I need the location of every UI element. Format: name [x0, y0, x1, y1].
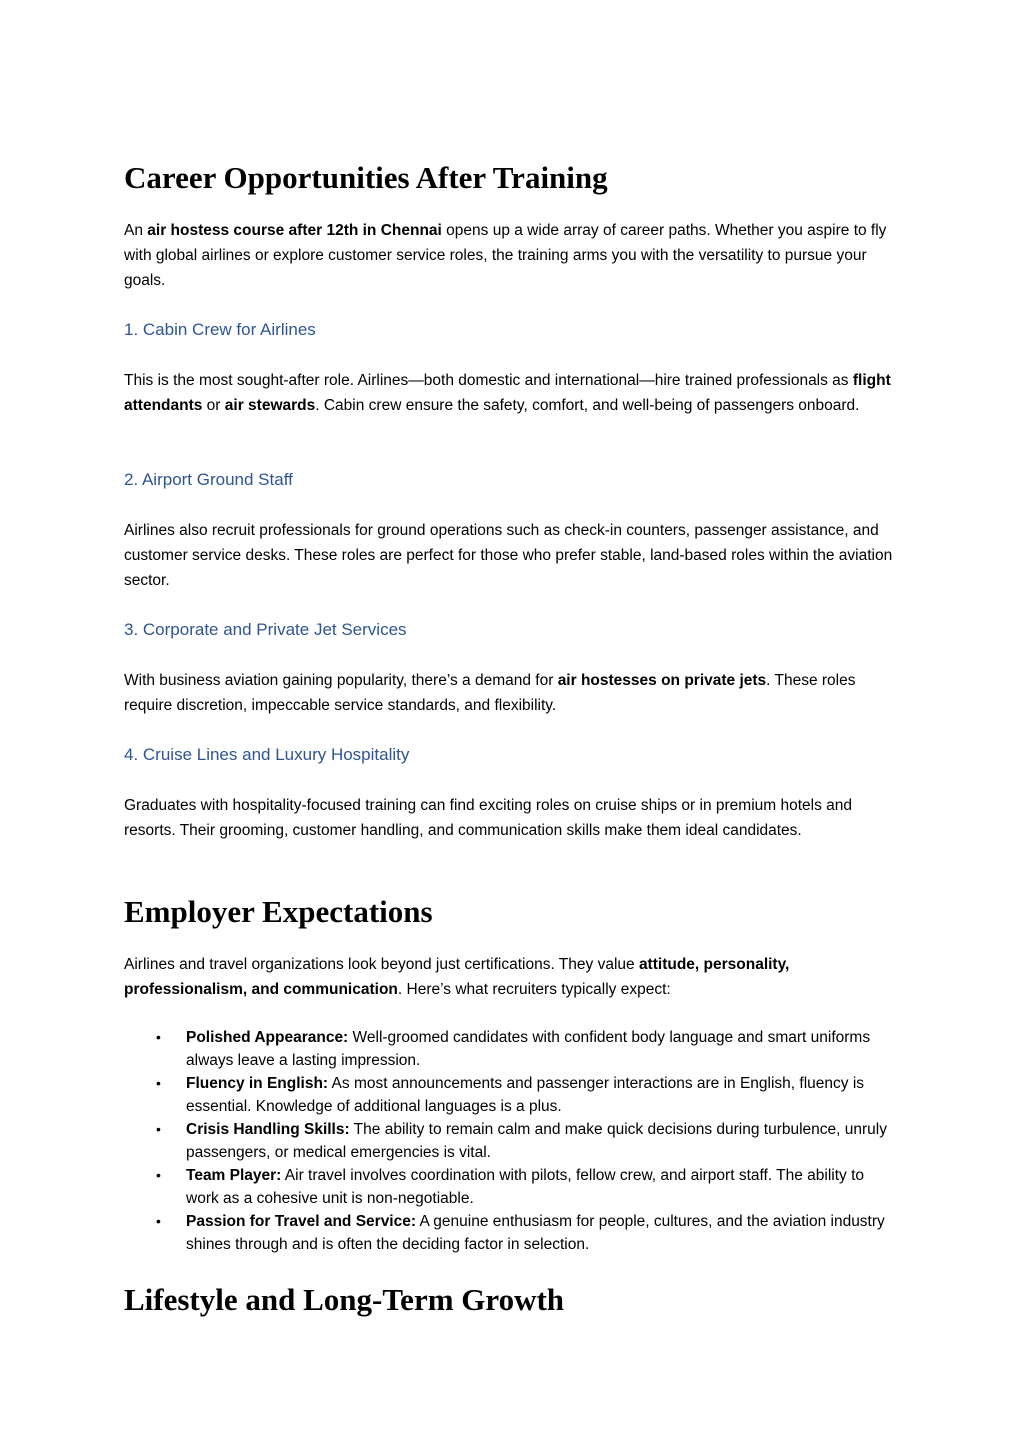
bold-text: flight attendants — [124, 372, 891, 414]
text: An — [124, 222, 148, 239]
subheading-airport-ground-staff: 2. Airport Ground Staff — [124, 470, 293, 489]
text: . Here’s what recruiters typically expect: — [397, 981, 671, 998]
text: . These roles require discretion, impeccable service standards, and flexibility. — [124, 672, 856, 714]
bullet-icon: • — [156, 1029, 161, 1045]
text: or — [202, 397, 225, 414]
text: Airlines and travel organizations look beyond just certifications. They value — [124, 956, 639, 973]
bullet-icon: • — [156, 1075, 161, 1091]
cabin-crew-paragraph — [124, 368, 894, 418]
subheading-cruise-lines: 4. Cruise Lines and Luxury Hospitality — [124, 745, 410, 764]
private-jet-paragraph — [124, 668, 894, 718]
bold-text: air hostess course after 12th in Chennai — [147, 222, 442, 239]
bullet-icon: • — [156, 1121, 161, 1137]
list-item-text: A genuine enthusiasm for people, cultures, and the aviation industry shines through and is often the deciding factor in selection. — [186, 1213, 885, 1253]
list-item — [124, 1026, 894, 1072]
text: opens up a wide array of career paths. Whether you aspire to fly with global airlines or explore customer service roles, the training arms you with the versatility to pursue your goals. — [124, 222, 887, 289]
list-item-text: Air travel involves coordination with pilots, fellow crew, and airport staff. The ability to work as a cohesive unit is non-negotiable. — [186, 1167, 865, 1207]
bullet-icon: • — [156, 1213, 161, 1229]
list-item-text: As most announcements and passenger interactions are in English, fluency is essential. Knowledge of additional languages is a plus. — [186, 1075, 865, 1115]
list-item-label: Polished Appearance: — [186, 1029, 349, 1046]
subheading-private-jet: 3. Corporate and Private Jet Services — [124, 620, 407, 639]
bold-text: air hostesses on private jets — [557, 672, 767, 689]
list-item — [124, 1210, 894, 1256]
career-intro-paragraph — [124, 218, 894, 293]
list-item-label: Team Player: — [186, 1167, 282, 1184]
bullet-icon: • — [156, 1167, 161, 1183]
list-item — [124, 1118, 894, 1164]
list-item-text: The ability to remain calm and make quick decisions during turbulence, unruly passengers, or medical emergencies is vital. — [186, 1121, 887, 1161]
bold-text: air stewards — [224, 397, 316, 414]
list-item — [124, 1072, 894, 1118]
subheading-cabin-crew: 1. Cabin Crew for Airlines — [124, 320, 316, 339]
heading-employer-expectations: Employer Expectations — [124, 894, 433, 929]
cruise-lines-paragraph: Graduates with hospitality-focused training can find exciting roles on cruise ships or in premium hotels and resorts. Their grooming, customer handling, and communication skills make them ideal candidates. — [124, 797, 853, 839]
text: This is the most sought-after role. Airlines—both domestic and international—hire trained professionals as — [124, 372, 853, 389]
heading-lifestyle-growth: Lifestyle and Long-Term Growth — [124, 1282, 565, 1317]
text: With business aviation gaining popularity, there’s a demand for — [124, 672, 558, 689]
bold-text: attitude, personality, professionalism, and communication — [124, 956, 790, 998]
employer-expectations-list — [124, 1026, 894, 1256]
employer-intro-paragraph — [124, 952, 894, 1002]
ground-staff-paragraph: Airlines also recruit professionals for ground operations such as check-in counters, passenger assistance, and customer service desks. These roles are perfect for those who prefer stable, land-based roles within the aviation sector. — [124, 522, 893, 589]
text: . Cabin crew ensure the safety, comfort, and well-being of passengers onboard. — [315, 397, 860, 414]
list-item-label: Fluency in English: — [186, 1075, 329, 1092]
list-item-label: Crisis Handling Skills: — [186, 1121, 350, 1138]
heading-career-opportunities: Career Opportunities After Training — [124, 160, 608, 195]
list-item-text: Well-groomed candidates with confident body language and smart uniforms always leave a lasting impression. — [186, 1029, 871, 1069]
list-item-label: Passion for Travel and Service: — [186, 1213, 417, 1230]
list-item — [124, 1164, 894, 1210]
